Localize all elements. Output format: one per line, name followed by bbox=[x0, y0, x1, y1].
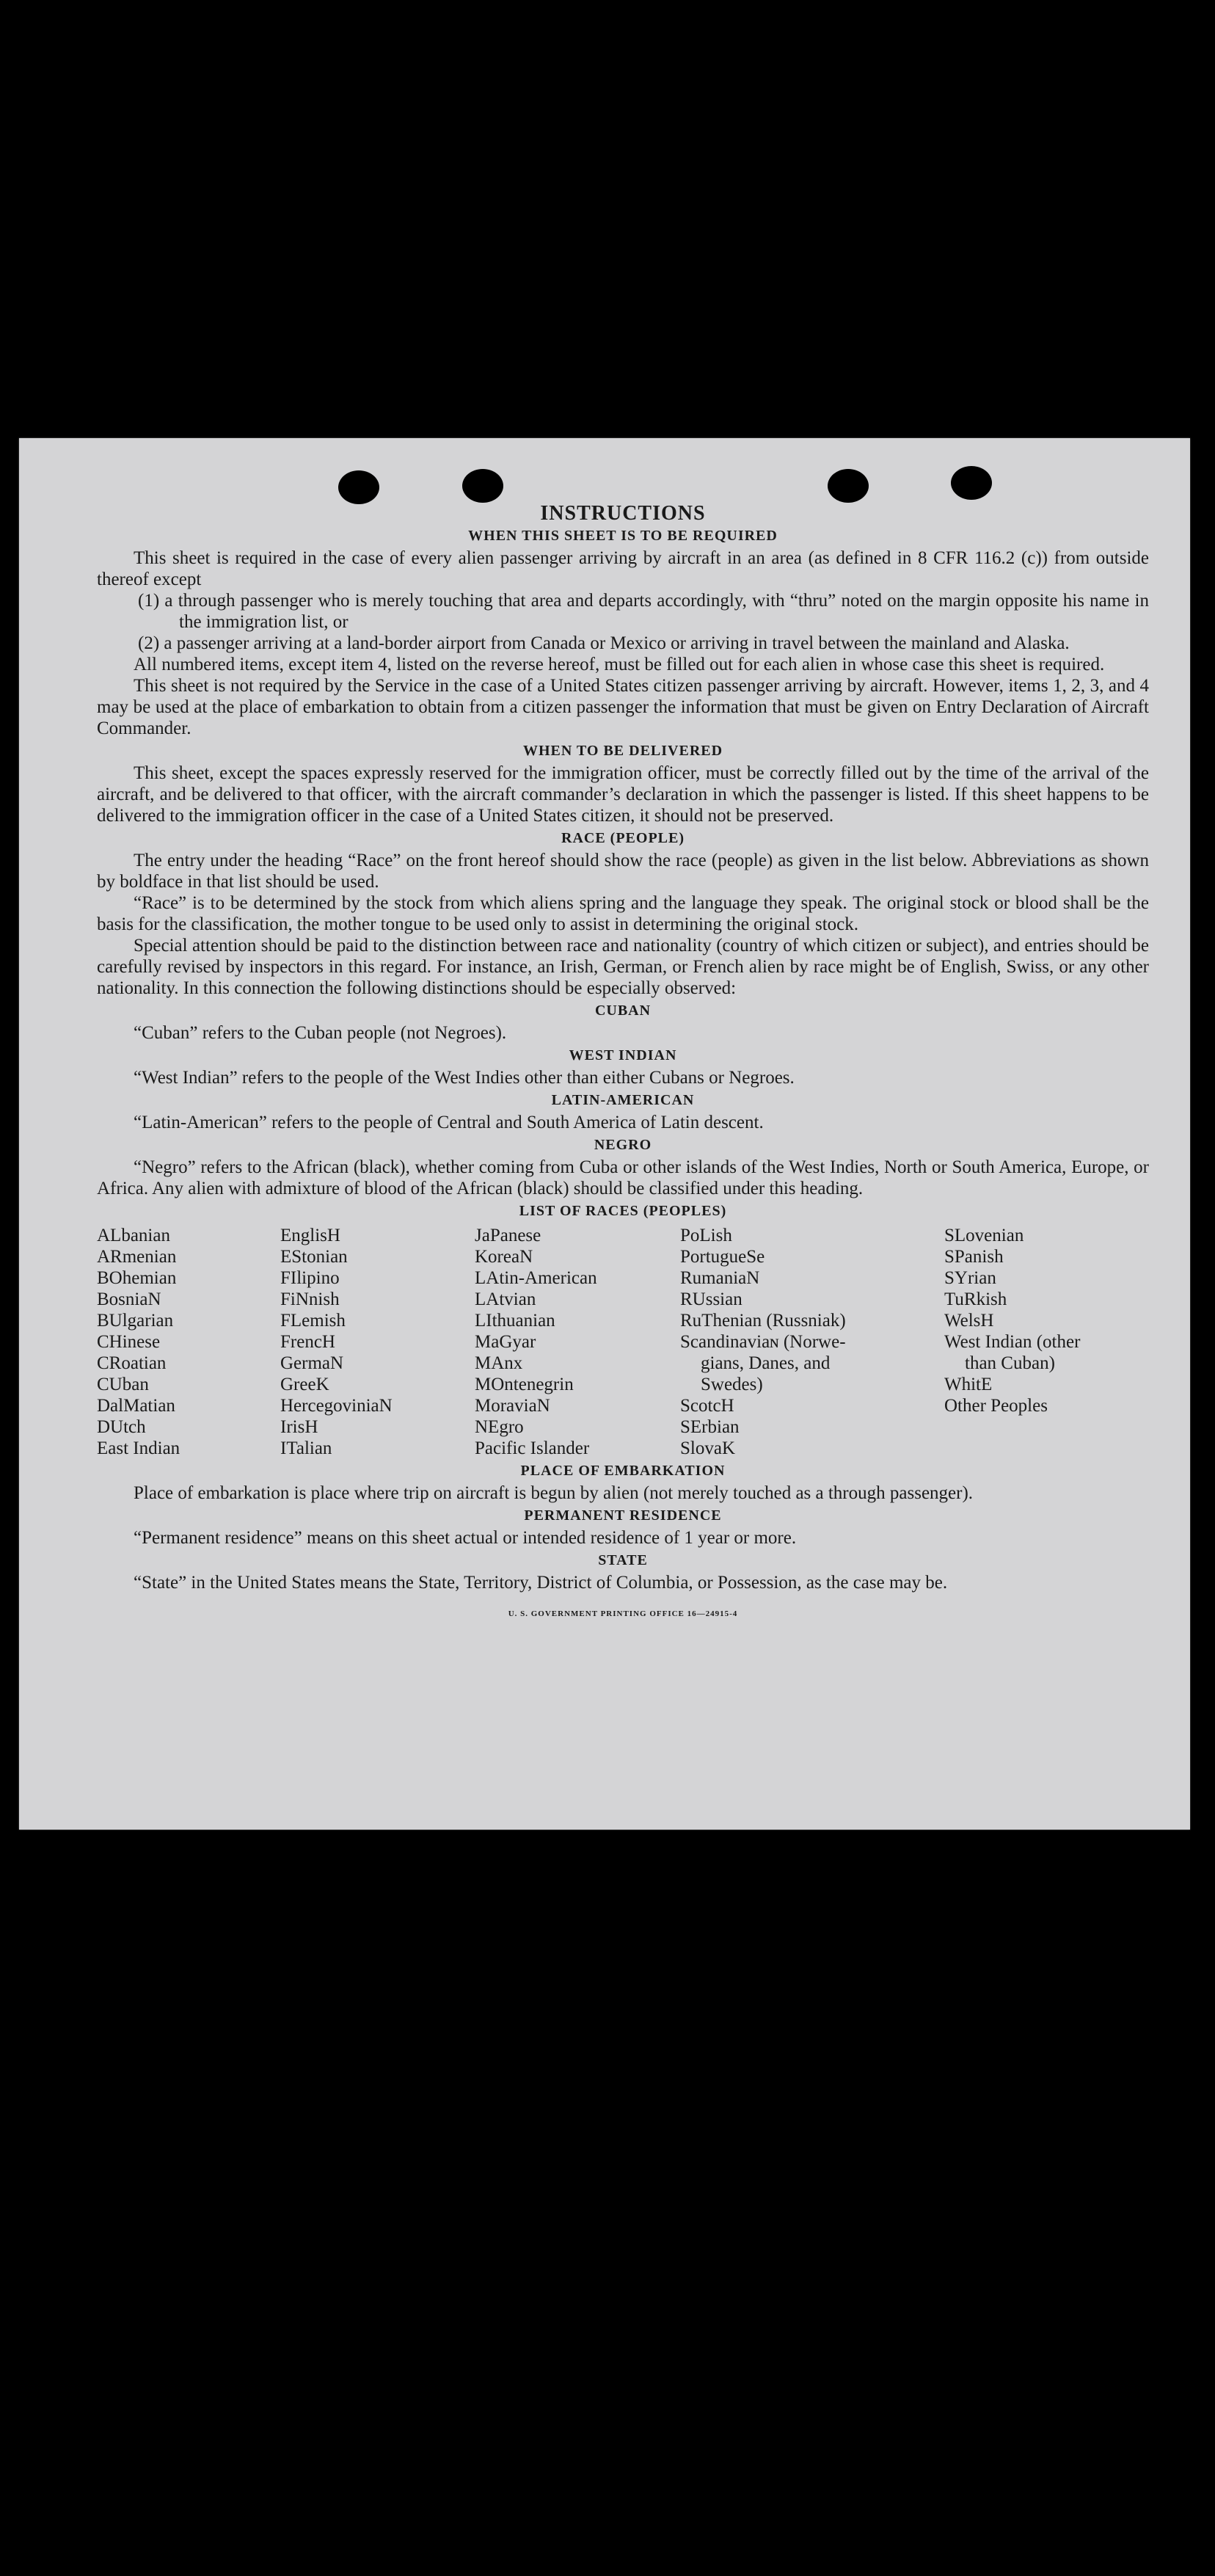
section-heading: RACE (PEOPLE) bbox=[561, 830, 685, 846]
race-entry: Swedes) bbox=[701, 1375, 763, 1394]
race-entry: FLemish bbox=[280, 1311, 346, 1331]
instructions-content bbox=[97, 503, 1149, 1625]
race-entry: EStonian bbox=[280, 1247, 348, 1267]
race-entry: SLovenian bbox=[944, 1226, 1024, 1245]
race-entry: SYrian bbox=[944, 1268, 996, 1288]
paragraph: This sheet, except the spaces expressly reserved for the immigration officer, must be correctly filled out by the time of the arrival of the aircraft, and be delivered to that officer, with the aircraft commander’s declaration in which the passenger is listed. If this sheet happens to be delivered to the immigration officer in the case of a United States citizen, it should not be preserved. bbox=[97, 763, 1149, 826]
paragraph: “Race” is to be determined by the stock from which aliens spring and the language they speak. The original stock or blood shall be the basis for the classification, the mother tongue to be used only to assist in determining the original stock. bbox=[97, 893, 1149, 934]
races-column bbox=[280, 1225, 475, 1459]
race-entry: ITalian bbox=[280, 1438, 332, 1458]
punch-hole bbox=[828, 469, 869, 503]
list-item: (2) a passenger arriving at a land-border airport from Canada or Mexico or arriving in travel between the mainland and Alaska. bbox=[138, 633, 1070, 653]
race-entry: than Cuban) bbox=[965, 1353, 1055, 1373]
paragraph: Special attention should be paid to the distinction between race and nationality (country of which citizen or subject), and entries should be carefully revised by inspectors in this regard. For instance, an Irish, German, or French alien by race might be of English, Swiss, or any other nationality. In this connection the following distinctions should be especially observed: bbox=[97, 936, 1149, 998]
section-heading: CUBAN bbox=[594, 1003, 652, 1019]
race-entry: MAnx bbox=[475, 1353, 523, 1373]
race-entry: WhitE bbox=[944, 1375, 993, 1394]
section-heading: LATIN-AMERICAN bbox=[551, 1092, 695, 1108]
races-column bbox=[475, 1225, 680, 1459]
races-column bbox=[97, 1225, 280, 1459]
race-entry: MaGyar bbox=[475, 1332, 536, 1352]
punch-hole bbox=[338, 470, 379, 504]
race-entry: KoreaN bbox=[475, 1247, 533, 1267]
page-title: INSTRUCTIONS bbox=[540, 502, 706, 525]
races-list bbox=[97, 1225, 1149, 1459]
race-entry: BOhemian bbox=[97, 1268, 177, 1288]
paragraph: All numbered items, except item 4, listed on the reverse hereof, must be filled out for each alien in whose case this sheet is required. bbox=[134, 655, 1105, 674]
paragraph: “Permanent residence” means on this sheet actual or intended residence of 1 year or more. bbox=[134, 1528, 797, 1548]
race-entry: SPanish bbox=[944, 1247, 1004, 1267]
race-entry: gians, Danes, and bbox=[701, 1353, 831, 1373]
race-entry: FIlipino bbox=[280, 1268, 340, 1288]
race-entry: TuRkish bbox=[944, 1289, 1007, 1309]
race-entry: PortugueSe bbox=[680, 1247, 765, 1267]
race-entry: ARmenian bbox=[97, 1247, 177, 1267]
race-entry: FiNnish bbox=[280, 1289, 340, 1309]
section-heading: WEST INDIAN bbox=[569, 1047, 677, 1063]
paragraph: “Latin-American” refers to the people of Central and South America of Latin descent. bbox=[134, 1113, 764, 1132]
section-heading: WHEN TO BE DELIVERED bbox=[522, 743, 723, 759]
race-entry: Other Peoples bbox=[944, 1396, 1048, 1416]
race-entry: MOntenegrin bbox=[475, 1375, 574, 1394]
race-entry: ALbanian bbox=[97, 1226, 170, 1245]
race-entry: PoLish bbox=[680, 1226, 732, 1245]
paragraph: The entry under the heading “Race” on the front hereof should show the race (people) as given in the list below. Abbreviations as shown by boldface in that list should be used. bbox=[97, 851, 1149, 892]
race-entry: RUssian bbox=[680, 1289, 742, 1309]
race-entry: GreeK bbox=[280, 1375, 329, 1394]
race-entry: MoraviaN bbox=[475, 1396, 550, 1416]
punch-hole bbox=[462, 469, 503, 503]
race-entry: CUban bbox=[97, 1375, 149, 1394]
paragraph: This sheet is required in the case of every alien passenger arriving by aircraft in an area (as defined in 8 CFR 116.2 (c)) from outside thereof except bbox=[97, 548, 1149, 589]
section-heading: LIST OF RACES (PEOPLES) bbox=[519, 1203, 727, 1219]
race-entry: West Indian (other bbox=[944, 1332, 1081, 1352]
race-entry: Scandinaviaɴ (Norwe- bbox=[680, 1332, 846, 1352]
race-entry: ScotcH bbox=[680, 1396, 734, 1416]
race-entry: JaPanese bbox=[475, 1226, 541, 1245]
section-heading: WHEN THIS SHEET IS TO BE REQUIRED bbox=[468, 528, 778, 544]
document-page bbox=[19, 438, 1190, 1830]
race-entry: CHinese bbox=[97, 1332, 161, 1352]
section-heading: NEGRO bbox=[594, 1137, 652, 1153]
punch-hole bbox=[951, 466, 992, 500]
race-entry: HercegoviniaN bbox=[280, 1396, 393, 1416]
paragraph: “State” in the United States means the State, Territory, District of Columbia, or Possession, as the case may be. bbox=[134, 1573, 948, 1593]
race-entry: IrisH bbox=[280, 1417, 318, 1437]
race-entry: BUlgarian bbox=[97, 1311, 174, 1331]
section-heading: PERMANENT RESIDENCE bbox=[524, 1507, 722, 1524]
list-item: (1) a through passenger who is merely touching that area and departs accordingly, with “thru” noted on the margin opposite his name in the immigration list, or bbox=[138, 591, 1149, 632]
race-entry: EnglisH bbox=[280, 1226, 340, 1245]
race-entry: East Indian bbox=[97, 1438, 180, 1458]
race-entry: CRoatian bbox=[97, 1353, 167, 1373]
race-entry: FrencH bbox=[280, 1332, 335, 1352]
paragraph: “Cuban” refers to the Cuban people (not Negroes). bbox=[134, 1023, 507, 1043]
race-entry: Pacific Islander bbox=[475, 1438, 590, 1458]
races-column bbox=[944, 1225, 1128, 1459]
race-entry: GermaN bbox=[280, 1353, 344, 1373]
race-entry: LAtvian bbox=[475, 1289, 536, 1309]
race-entry: SlovaK bbox=[680, 1438, 735, 1458]
races-column bbox=[680, 1225, 944, 1459]
race-entry: LAtin-American bbox=[475, 1268, 597, 1288]
paragraph: This sheet is not required by the Service in the case of a United States citizen passenger arriving by aircraft. However, items 1, 2, 3, and 4 may be used at the place of embarkation to obtain from a citizen passenger the information that must be given on Entry Declaration of Aircraft Commander. bbox=[97, 676, 1149, 738]
race-entry: DalMatian bbox=[97, 1396, 175, 1416]
race-entry: BosniaN bbox=[97, 1289, 161, 1309]
printing-office-footer: U. S. GOVERNMENT PRINTING OFFICE 16—24915-4 bbox=[508, 1609, 738, 1618]
race-entry: NEgro bbox=[475, 1417, 524, 1437]
race-entry: RumaniaN bbox=[680, 1268, 760, 1288]
race-entry: LIthuanian bbox=[475, 1311, 555, 1331]
race-entry: RuThenian (Russniak) bbox=[680, 1311, 846, 1331]
section-heading: PLACE OF EMBARKATION bbox=[520, 1463, 726, 1479]
race-entry: SErbian bbox=[680, 1417, 740, 1437]
paragraph: “Negro” refers to the African (black), whether coming from Cuba or other islands of the West Indies, North or South America, Europe, or Africa. Any alien with admixture of blood of the African (black) should be classified under this heading. bbox=[97, 1157, 1149, 1198]
paragraph: “West Indian” refers to the people of the West Indies other than either Cubans or Negroes. bbox=[134, 1068, 795, 1088]
race-entry: DUtch bbox=[97, 1417, 146, 1437]
paragraph: Place of embarkation is place where trip on aircraft is begun by alien (not merely touched as a through passenger). bbox=[134, 1483, 974, 1503]
section-heading: STATE bbox=[598, 1552, 648, 1568]
race-entry: WelsH bbox=[944, 1311, 994, 1331]
